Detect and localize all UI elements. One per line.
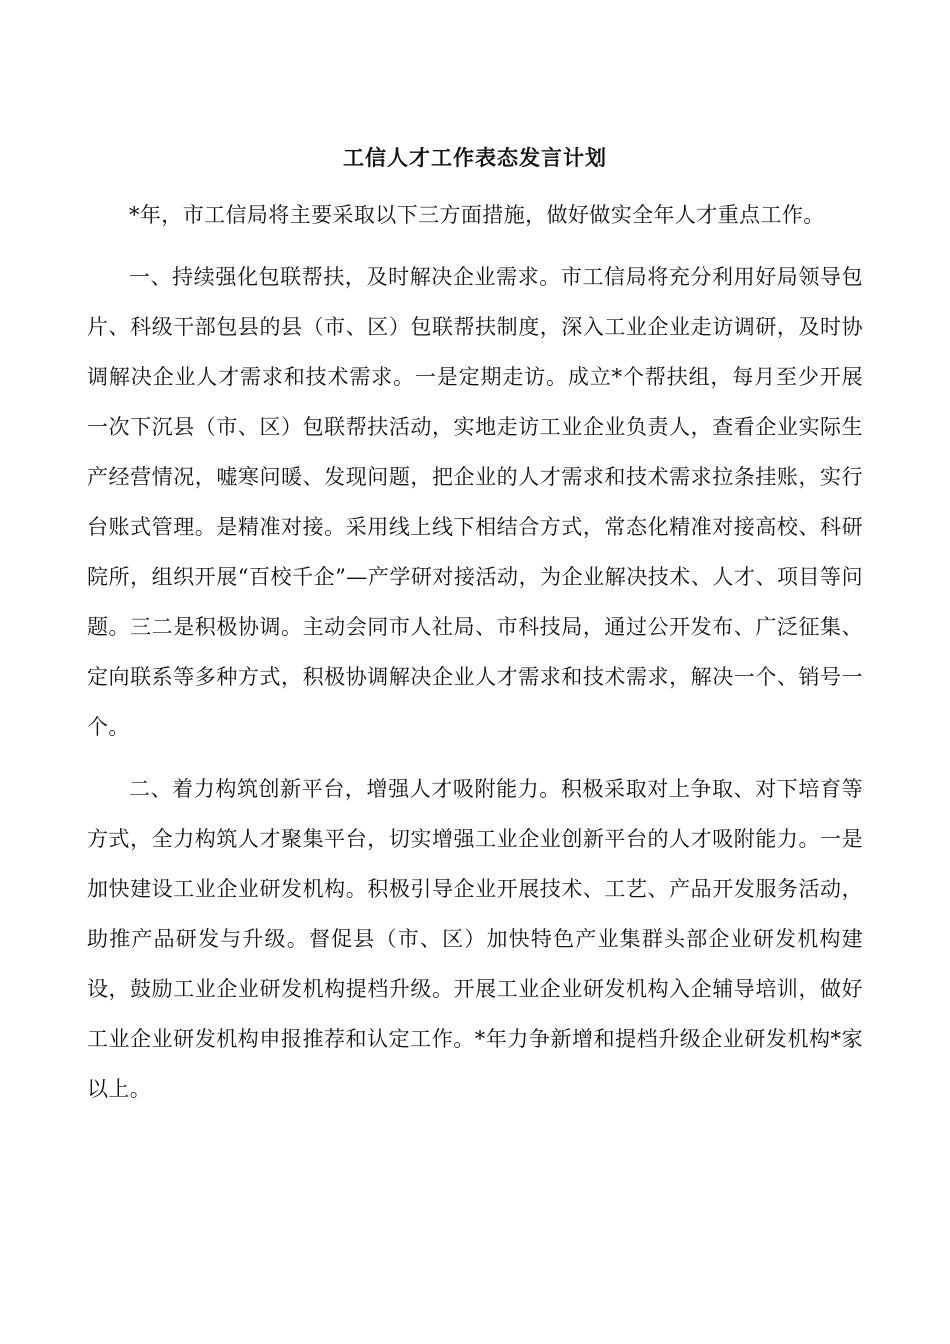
section-two-paragraph: 二、着力构筑创新平台，增强人才吸附能力。积极采取对上争取、对下培育等方式，全力构筑人才聚集平台，切实增强工业企业创新平台的人才吸附能力。一是加快建设工业企业研发机构。积极引导企业开展技术、工艺、产品开发服务活动，助推产品研发与升级。督促县（市、区）加快特色产业集群头部企业研发机构建设，鼓励工业企业研发机构提档升级。开展工业企业研发机构入企辅导培训，做好工业企业研发机构申报推荐和认定工作。*年力争新增和提档升级企业研发机构*家以上。 bbox=[87, 777, 863, 1101]
intro-paragraph: *年，市工信局将主要采取以下三方面措施，做好做实全年人才重点工作。 bbox=[129, 203, 825, 227]
document-page bbox=[87, 138, 863, 1114]
section-one-paragraph: 一、持续强化包联帮扶，及时解决企业需求。市工信局将充分利用好局领导包片、科级干部包县的县（市、区）包联帮扶制度，深入工业企业走访调研，及时协调解决企业人才需求和技术需求。一是定期走访。成立*个帮扶组，每月至少开展一次下沉县（市、区）包联帮扶活动，实地走访工业企业负责人，查看企业实际生产经营情况，嘘寒问暖、发现问题，把企业的人才需求和技术需求拉条挂账，实行台账式管理。是精准对接。采用线上线下相结合方式，常态化精准对接高校、科研院所，组织开展“百校千企”—产学研对接活动，为企业解决技术、人才、项目等问题。三二是积极协调。主动会同市人社局、市科技局，通过公开发布、广泛征集、定向联系等多种方式，积极协调解决企业人才需求和技术需求，解决一个、销号一个。 bbox=[87, 265, 863, 739]
document-title: 工信人才工作表态发言计划 bbox=[343, 145, 607, 170]
